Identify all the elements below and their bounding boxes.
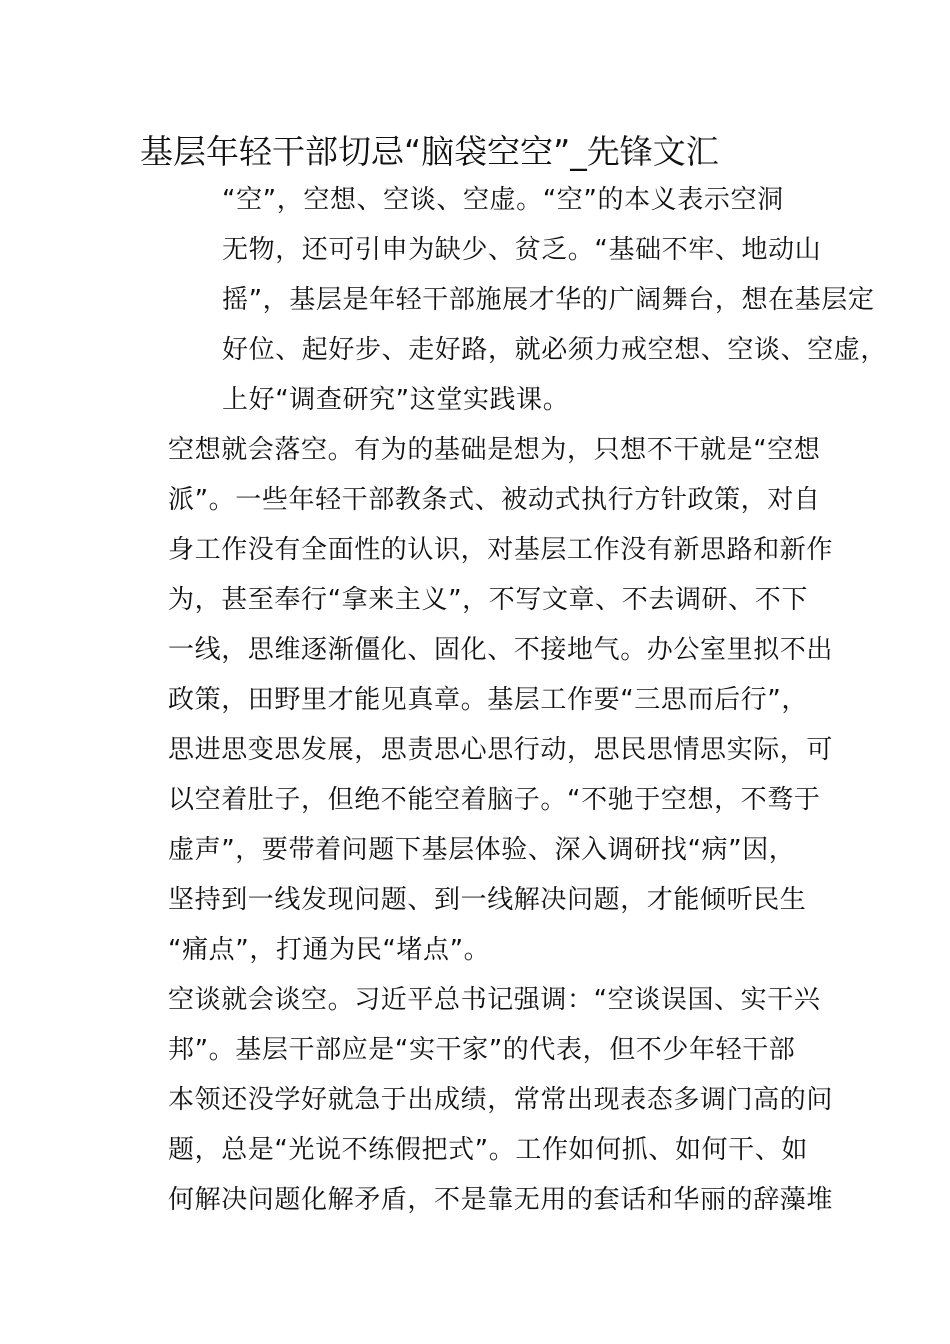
paragraph-line: 邦”。基层干部应是“实干家”的代表，但不少年轻干部 xyxy=(168,1035,796,1065)
paragraph-line: 空谈就会谈空。习近平总书记强调：“空谈误国、实干兴 xyxy=(168,985,821,1015)
paragraph-line: 摇”，基层是年轻干部施展才华的广阔舞台，想在基层定 xyxy=(222,285,875,315)
paragraph-line: 思进思变思发展，思责思心思行动，思民思情思实际，可 xyxy=(168,735,834,765)
paragraph-line: 身工作没有全面性的认识，对基层工作没有新思路和新作 xyxy=(168,535,834,565)
paragraph-line: “痛点”，打通为民“堵点”。 xyxy=(168,935,491,965)
paragraph-line: 政策，田野里才能见真章。基层工作要“三思而后行”， xyxy=(168,685,808,715)
paragraph-line: 无物，还可引申为缺少、贫乏。“基础不牢、地动山 xyxy=(222,235,822,265)
paragraph-3 xyxy=(144,975,834,1225)
paragraph-line: 上好“调查研究”这堂实践课。 xyxy=(222,385,570,415)
paragraph-line: 以空着肚子，但绝不能空着脑子。“不驰于空想，不骛于 xyxy=(168,785,821,815)
paragraph-2 xyxy=(144,425,834,975)
paragraph-line: “空”，空想、空谈、空虚。“空”的本义表示空洞 xyxy=(222,185,784,215)
paragraph-line: 虚声”，要带着问题下基层体验、深入调研找“病”因， xyxy=(168,835,796,865)
paragraph-line: 本领还没学好就急于出成绩，常常出现表态多调门高的问 xyxy=(168,1085,834,1115)
paragraph-line: 空想就会落空。有为的基础是想为，只想不干就是“空想 xyxy=(168,435,821,465)
paragraph-1 xyxy=(144,175,888,425)
paragraph-line: 题，总是“光说不练假把式”。工作如何抓、如何干、如 xyxy=(168,1135,808,1165)
paragraph-line: 好位、起好步、走好路，就必须力戒空想、空谈、空虚， xyxy=(222,335,888,365)
paragraph-line: 坚持到一线发现问题、到一线解决问题，才能倾听民生 xyxy=(168,885,807,915)
paragraph-line: 为，甚至奉行“拿来主义”，不写文章、不去调研、不下 xyxy=(168,585,808,615)
paragraph-line: 何解决问题化解矛盾，不是靠无用的套话和华丽的辞藻堆 xyxy=(168,1185,834,1215)
paragraph-line: 派”。一些年轻干部教条式、被动式执行方针政策，对自 xyxy=(168,485,821,515)
document-title: 基层年轻干部切忌“脑袋空空”_先锋文汇 xyxy=(140,132,719,171)
paragraph-line: 一线，思维逐渐僵化、固化、不接地气。办公室里拟不出 xyxy=(168,635,834,665)
document-body xyxy=(144,175,888,1225)
